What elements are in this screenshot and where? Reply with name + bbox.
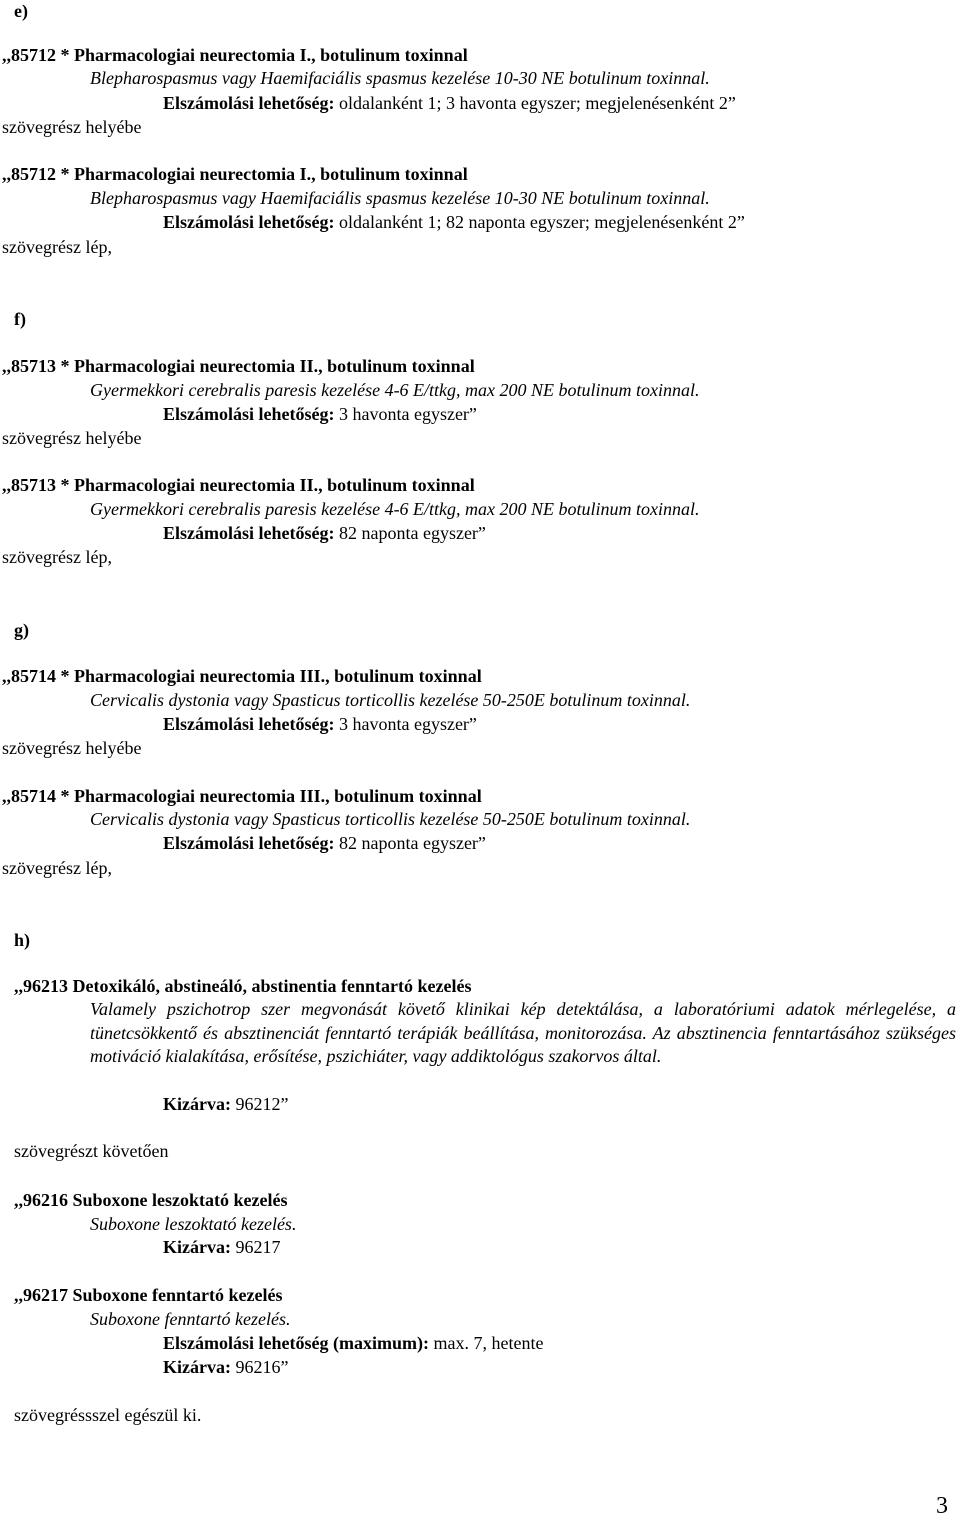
exclusion-value: 96212” [230, 1094, 289, 1114]
heading-rest: , botulinum toxinnal [318, 475, 475, 495]
heading-85713-new [2, 474, 475, 496]
billing-label: Elszámolási lehetőség (maximum): [163, 1333, 429, 1353]
billing-value: 3 havonta egyszer” [334, 404, 477, 424]
billing-label: Elszámolási lehetőség: [163, 523, 335, 543]
section-label-f: f) [14, 309, 26, 329]
billing-line [163, 92, 736, 114]
amendment-note: szövegrész helyébe [2, 117, 142, 137]
heading-rest: , botulinum toxinnal [325, 786, 482, 806]
exclusion-line [163, 1356, 288, 1378]
description: Gyermekkori cerebralis paresis kezelése 4-6 E/ttkg, max 200 NE botulinum toxinnal. [90, 499, 700, 519]
billing-value: 3 havonta egyszer” [334, 714, 477, 734]
heading-rest: , botulinum toxinnal [311, 164, 468, 184]
heading-rest: , botulinum toxinnal [325, 666, 482, 686]
page-number: 3 [936, 1493, 948, 1519]
billing-value: oldalanként 1; 3 havonta egyszer; megjelenésenként 2” [334, 93, 736, 113]
exclusion-label: Kizárva: [163, 1094, 231, 1114]
billing-value: 82 naponta egyszer” [334, 833, 486, 853]
section-label-g: g) [14, 620, 29, 640]
billing-line [163, 1332, 543, 1354]
amendment-note: szövegrész helyébe [2, 428, 142, 448]
heading-85714-old [2, 665, 482, 687]
heading-code: ,,85712 * Pharmacologiai neurectomia I. [2, 45, 312, 65]
section-label-e: e) [14, 1, 28, 21]
heading-96217: ,,96217 Suboxone fenntartó kezelés [14, 1285, 283, 1305]
heading-code: ,,85713 * Pharmacologiai neurectomia II. [2, 356, 319, 376]
section-label-h: h) [14, 930, 31, 950]
heading-code: ,,85714 * Pharmacologiai neurectomia III. [2, 666, 326, 686]
description: Blepharospasmus vagy Haemifaciális spasmus kezelése 10-30 NE botulinum toxinnal. [90, 188, 710, 208]
heading-code: ,,85712 * Pharmacologiai neurectomia I. [2, 164, 312, 184]
amendment-note: szövegrész lép, [2, 547, 112, 567]
exclusion-label: Kizárva: [163, 1237, 231, 1257]
heading-rest: , botulinum toxinnal [318, 356, 475, 376]
heading-96213: ,,96213 Detoxikáló, abstineáló, abstinentia fenntartó kezelés [14, 976, 472, 996]
amendment-note: szövegrész lép, [2, 858, 112, 878]
heading-85712-old [2, 44, 468, 66]
description: Cervicalis dystonia vagy Spasticus torticollis kezelése 50-250E botulinum toxinnal. [90, 809, 691, 829]
billing-line [163, 211, 745, 233]
amendment-note: szövegrészt követően [14, 1141, 169, 1161]
billing-label: Elszámolási lehetőség: [163, 212, 335, 232]
billing-label: Elszámolási lehetőség: [163, 833, 335, 853]
exclusion-value: 96216” [230, 1357, 289, 1377]
exclusion-label: Kizárva: [163, 1357, 231, 1377]
description-96213: Valamely pszichotrop szer megvonását követő klinikai kép detektálása, a laboratóriumi adatok mérlegelése, a tünetcsökkentő és absztinenciát fenntartó terápiák beállítása, monitorozása. Az absztinencia fenntartásához szükséges motiváció kialakítása, erősítése, pszichiáter, vagy addiktológus szakorvos által. [90, 999, 956, 1067]
exclusion-line [163, 1093, 288, 1115]
closing-note: szövegréssszel egészül ki. [14, 1405, 202, 1425]
exclusion-line [163, 1236, 280, 1258]
exclusion-value: 96217 [230, 1237, 281, 1257]
billing-value: oldalanként 1; 82 naponta egyszer; megjelenésenként 2” [334, 212, 745, 232]
heading-rest: , botulinum toxinnal [311, 45, 468, 65]
description-96217: Suboxone fenntartó kezelés. [90, 1309, 291, 1329]
amendment-note: szövegrész helyébe [2, 738, 142, 758]
description-96216: Suboxone leszoktató kezelés. [90, 1214, 297, 1234]
heading-85712-new [2, 163, 468, 185]
billing-line [163, 522, 486, 544]
heading-code: ,,85714 * Pharmacologiai neurectomia III. [2, 786, 326, 806]
heading-85714-new [2, 785, 482, 807]
billing-value: 82 naponta egyszer” [334, 523, 486, 543]
description: Cervicalis dystonia vagy Spasticus torticollis kezelése 50-250E botulinum toxinnal. [90, 690, 691, 710]
billing-value: max. 7, hetente [428, 1333, 544, 1353]
amendment-note: szövegrész lép, [2, 237, 112, 257]
description: Blepharospasmus vagy Haemifaciális spasmus kezelése 10-30 NE botulinum toxinnal. [90, 68, 710, 88]
heading-85713-old [2, 355, 475, 377]
billing-line [163, 713, 477, 735]
heading-code: ,,85713 * Pharmacologiai neurectomia II. [2, 475, 319, 495]
heading-96216: ,,96216 Suboxone leszoktató kezelés [14, 1190, 288, 1210]
billing-label: Elszámolási lehetőség: [163, 93, 335, 113]
description: Gyermekkori cerebralis paresis kezelése 4-6 E/ttkg, max 200 NE botulinum toxinnal. [90, 380, 700, 400]
billing-label: Elszámolási lehetőség: [163, 714, 335, 734]
billing-label: Elszámolási lehetőség: [163, 404, 335, 424]
billing-line [163, 403, 477, 425]
billing-line [163, 832, 486, 854]
